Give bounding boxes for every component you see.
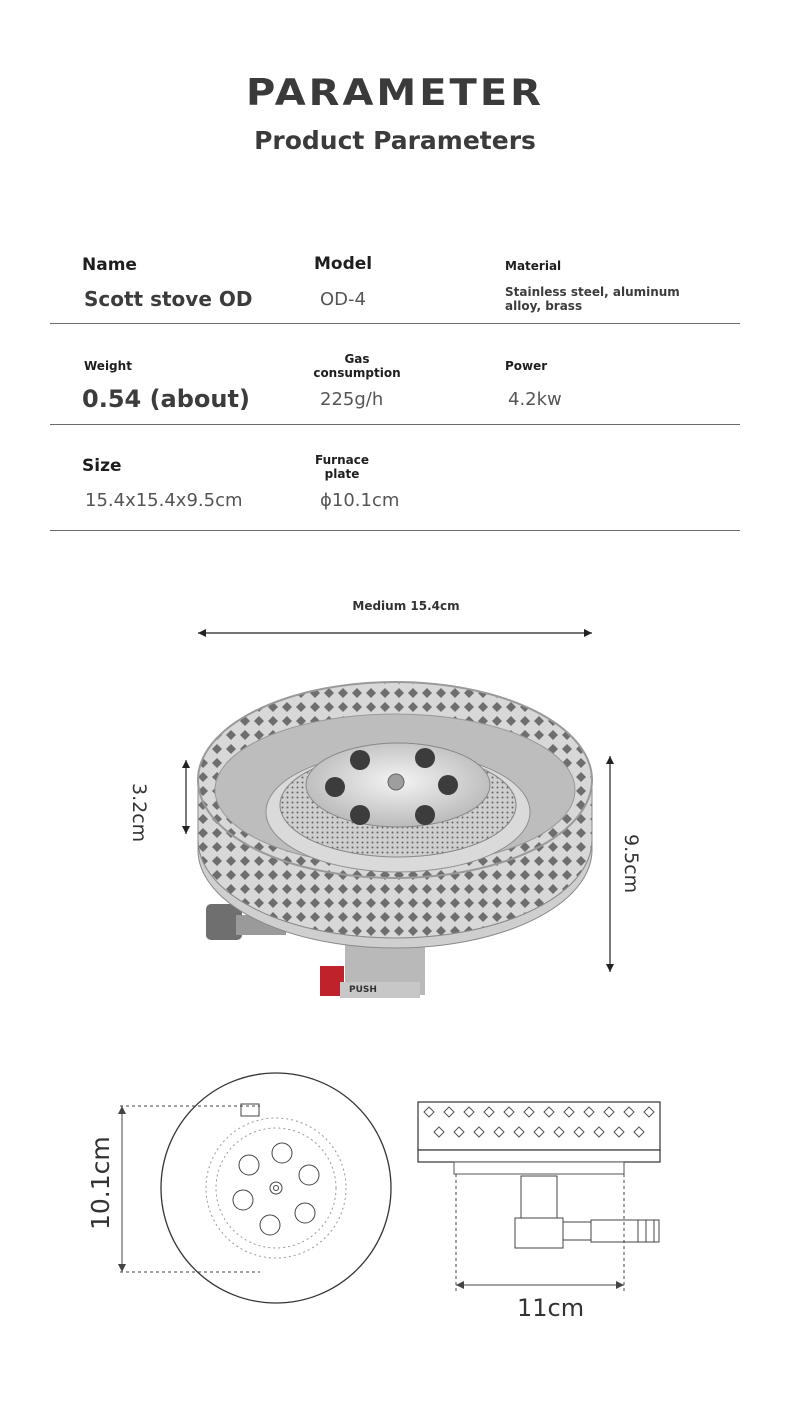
page-subtitle: Product Parameters <box>254 126 536 155</box>
name-label: Name <box>82 255 137 275</box>
model-value: OD-4 <box>320 289 366 310</box>
page-title: PARAMETER <box>246 71 544 115</box>
material-value: Stainless steel, aluminum alloy, brass <box>505 285 680 313</box>
gas-consumption-label: Gas consumption <box>313 352 401 380</box>
gas-consumption-value: 225g/h <box>320 389 384 410</box>
plate-diameter-label: 10.1cm <box>86 1136 115 1230</box>
material-label: Material <box>505 259 562 273</box>
weight-value: 0.54 (about) <box>82 385 250 413</box>
total-height-label: 9.5cm <box>620 834 642 894</box>
power-value: 4.2kw <box>508 389 562 410</box>
width-dimension-label: Medium 15.4cm <box>352 599 460 613</box>
power-label: Power <box>505 359 548 373</box>
size-label: Size <box>82 456 122 476</box>
base-width-label: 11cm <box>517 1294 585 1322</box>
rim-height-label: 3.2cm <box>128 783 150 843</box>
model-label: Model <box>314 254 373 274</box>
push-button-label: PUSH <box>349 985 377 995</box>
furnace-plate-label: Furnace plate <box>315 453 369 481</box>
weight-label: Weight <box>84 359 132 373</box>
size-value: 15.4x15.4x9.5cm <box>85 490 243 511</box>
furnace-plate-value: ϕ10.1cm <box>320 490 400 511</box>
name-value: Scott stove OD <box>84 287 253 311</box>
